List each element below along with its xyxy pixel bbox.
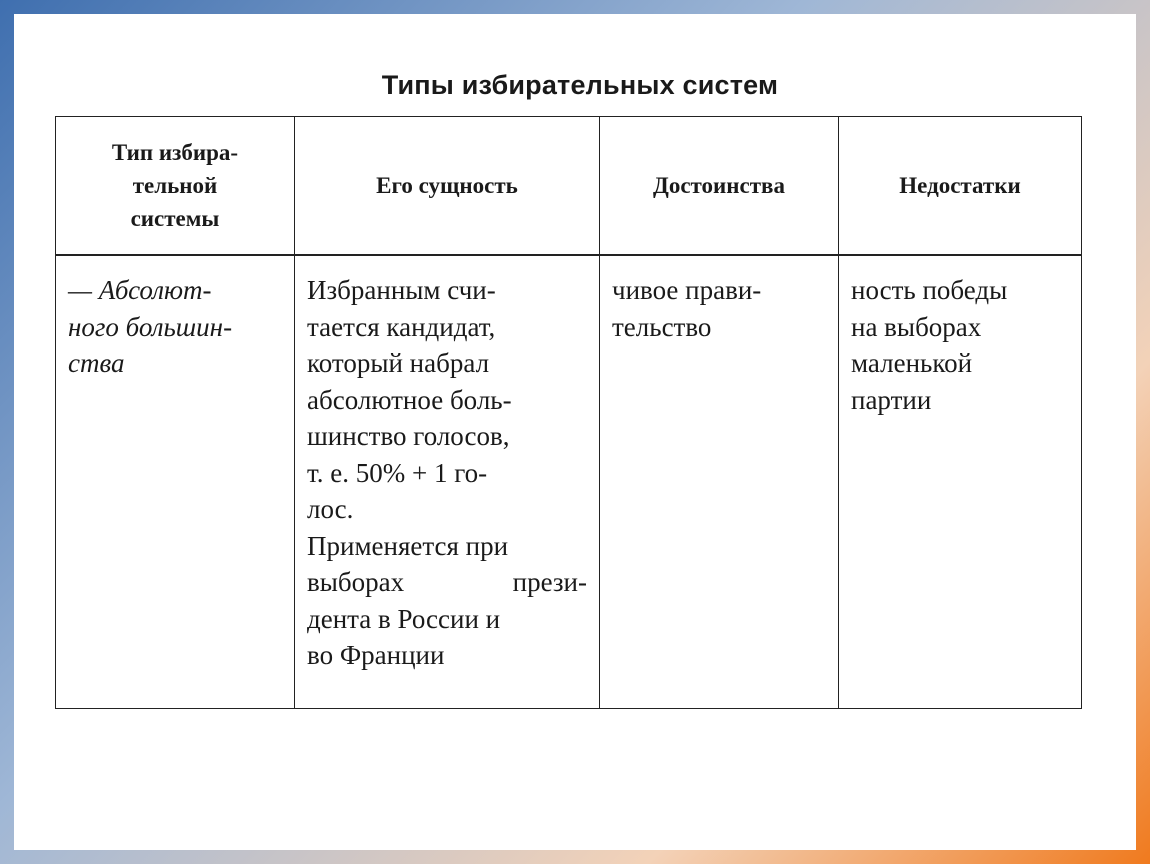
cell-type: — Абсолют- ного большин- ства [56,255,295,709]
page-title: Типы избирательных систем [381,70,779,100]
header-essence: Его сущность [295,117,600,256]
cell-disadvantages: ность победы на выборах маленькой партии [839,255,1082,709]
header-advantages: Достоинства [600,117,839,256]
cell-advantages: чивое прави- тельство [600,255,839,709]
cell-essence: Избранным счи- тается кандидат, который набрал абсолютное боль- шинство голосов, т. е. 50% + 1 го- лос. Применяется при выборах прези- дента в России и во Франции [295,255,600,709]
table-row [56,255,1082,709]
table-header-row [56,117,1082,256]
header-disadvantages: Недостатки [839,117,1082,256]
header-type: Тип избира- тельной системы [56,117,295,256]
electoral-systems-table [55,116,1082,709]
slide [14,14,1136,850]
